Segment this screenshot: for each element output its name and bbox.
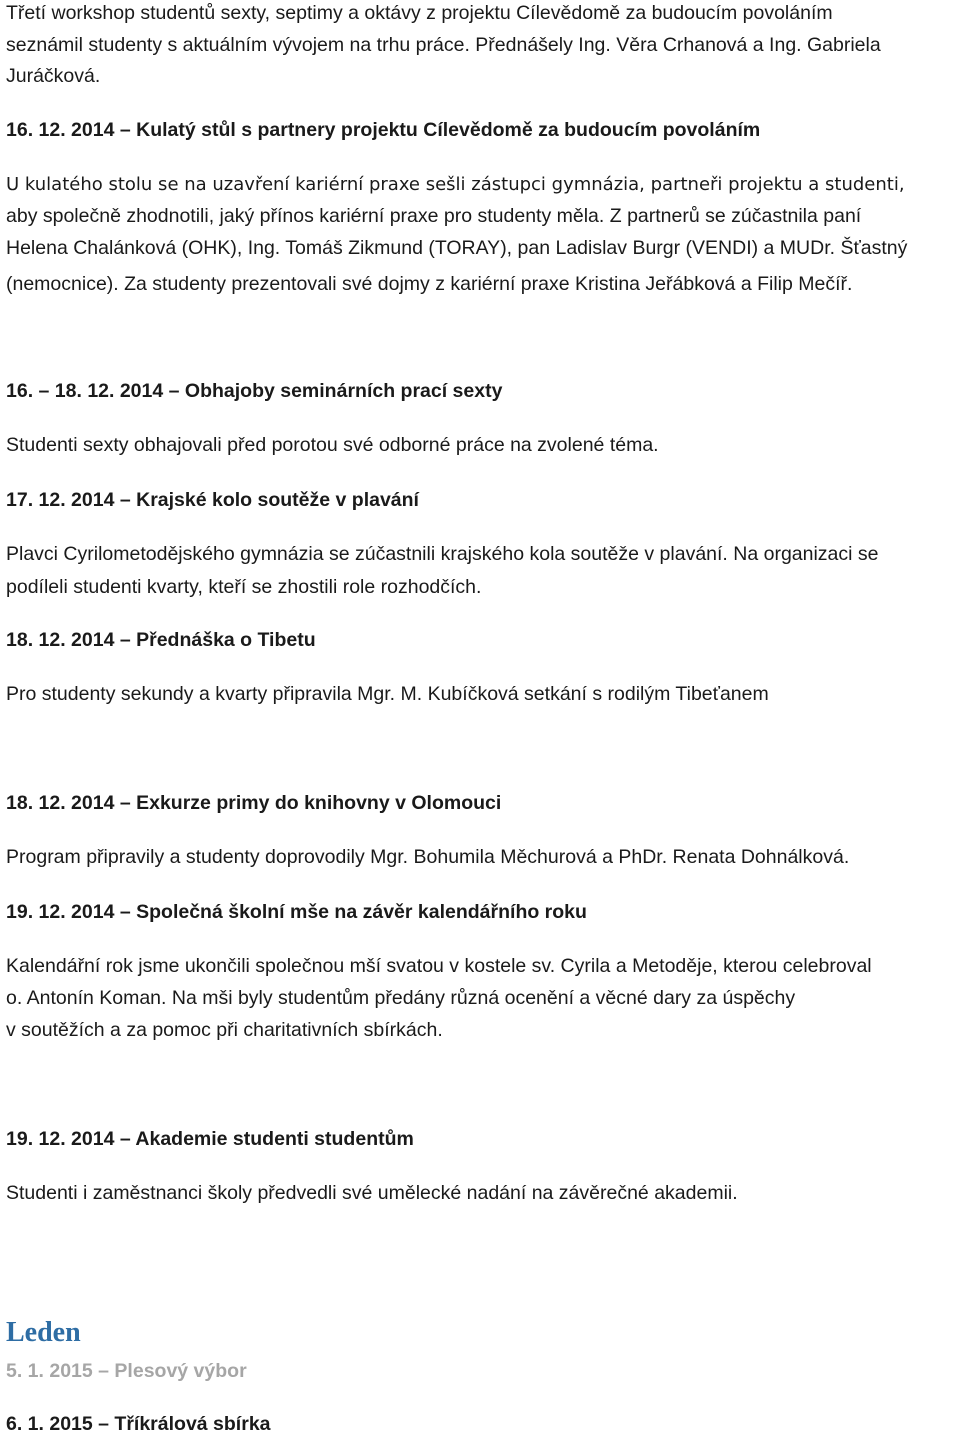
paragraph-tibet: Pro studenty sekundy a kvarty připravila Mgr. M. Kubíčková setkání s rodilým Tibeťanem [6, 683, 769, 705]
paragraph-kulaty-stul-line-3: Helena Chalánková (OHK), Ing. Tomáš Zikmund (TORAY), pan Ladislav Burgr (VENDI) a MUDr. Šťastný [6, 237, 908, 259]
heading-kulaty-stul: 16. 12. 2014 – Kulatý stůl s partnery projektu Cílevědomě za budoucím povoláním [6, 119, 761, 141]
heading-plavani: 17. 12. 2014 – Krajské kolo soutěže v plavání [6, 489, 419, 511]
heading-exkurze: 18. 12. 2014 – Exkurze primy do knihovny v Olomouci [6, 792, 502, 814]
paragraph-exkurze: Program připravily a studenty doprovodily Mgr. Bohumila Měchurová a PhDr. Renata Dohnálková. [6, 846, 850, 868]
paragraph-workshop-line-1: Třetí workshop studentů sexty, septimy a oktávy z projektu Cílevědomě za budoucím povoláním [6, 2, 833, 24]
paragraph-plavani-line-1: Plavci Cyrilometodějského gymnázia se zúčastnili krajského kola soutěže v plavání. Na organizaci se [6, 543, 879, 565]
month-heading-leden: Leden [6, 1317, 81, 1348]
paragraph-workshop-line-2: seznámil studenty s aktuálním vývojem na trhu práce. Přednášely Ing. Věra Crhanová a Ing. Gabriela [6, 34, 881, 56]
paragraph-mse-line-2: o. Antonín Koman. Na mši byly studentům předány různá ocenění a věcné dary za úspěchy [6, 987, 796, 1009]
paragraph-workshop-line-3: Juráčková. [6, 65, 101, 87]
heading-mse: 19. 12. 2014 – Společná školní mše na závěr kalendářního roku [6, 901, 587, 923]
heading-plesovy-vybor: 5. 1. 2015 – Plesový výbor [6, 1360, 247, 1382]
paragraph-plavani-line-2: podíleli studenti kvarty, kteří se zhostili role rozhodčích. [6, 576, 482, 598]
heading-akademie: 19. 12. 2014 – Akademie studenti studentům [6, 1128, 414, 1150]
heading-obhajoby: 16. – 18. 12. 2014 – Obhajoby seminárních prací sexty [6, 380, 503, 402]
paragraph-akademie: Studenti i zaměstnanci školy předvedli své umělecké nadání na závěrečné akademii. [6, 1182, 738, 1204]
paragraph-kulaty-stul-line-4: (nemocnice). Za studenty prezentovali své dojmy z kariérní praxe Kristina Jeřábková a Filip Mečíř. [6, 273, 853, 295]
paragraph-kulaty-stul-line-1: U kulatého stolu se na uzavření kariérní praxe sešli zástupci gymnázia, partneři projektu a studenti, [6, 174, 905, 195]
paragraph-kulaty-stul-line-2: aby společně zhodnotili, jaký přínos kariérní praxe pro studenty měla. Z partnerů se zúčastnila paní [6, 205, 862, 227]
heading-tibet: 18. 12. 2014 – Přednáška o Tibetu [6, 629, 316, 651]
heading-trikralova-sbirka: 6. 1. 2015 – Tříkrálová sbírka [6, 1413, 271, 1435]
paragraph-mse-line-1: Kalendářní rok jsme ukončili společnou mší svatou v kostele sv. Cyrila a Metoděje, kterou celebroval [6, 955, 872, 977]
paragraph-obhajoby: Studenti sexty obhajovali před porotou své odborné práce na zvolené téma. [6, 434, 659, 456]
paragraph-mse-line-3: v soutěžích a za pomoc při charitativních sbírkách. [6, 1019, 443, 1041]
